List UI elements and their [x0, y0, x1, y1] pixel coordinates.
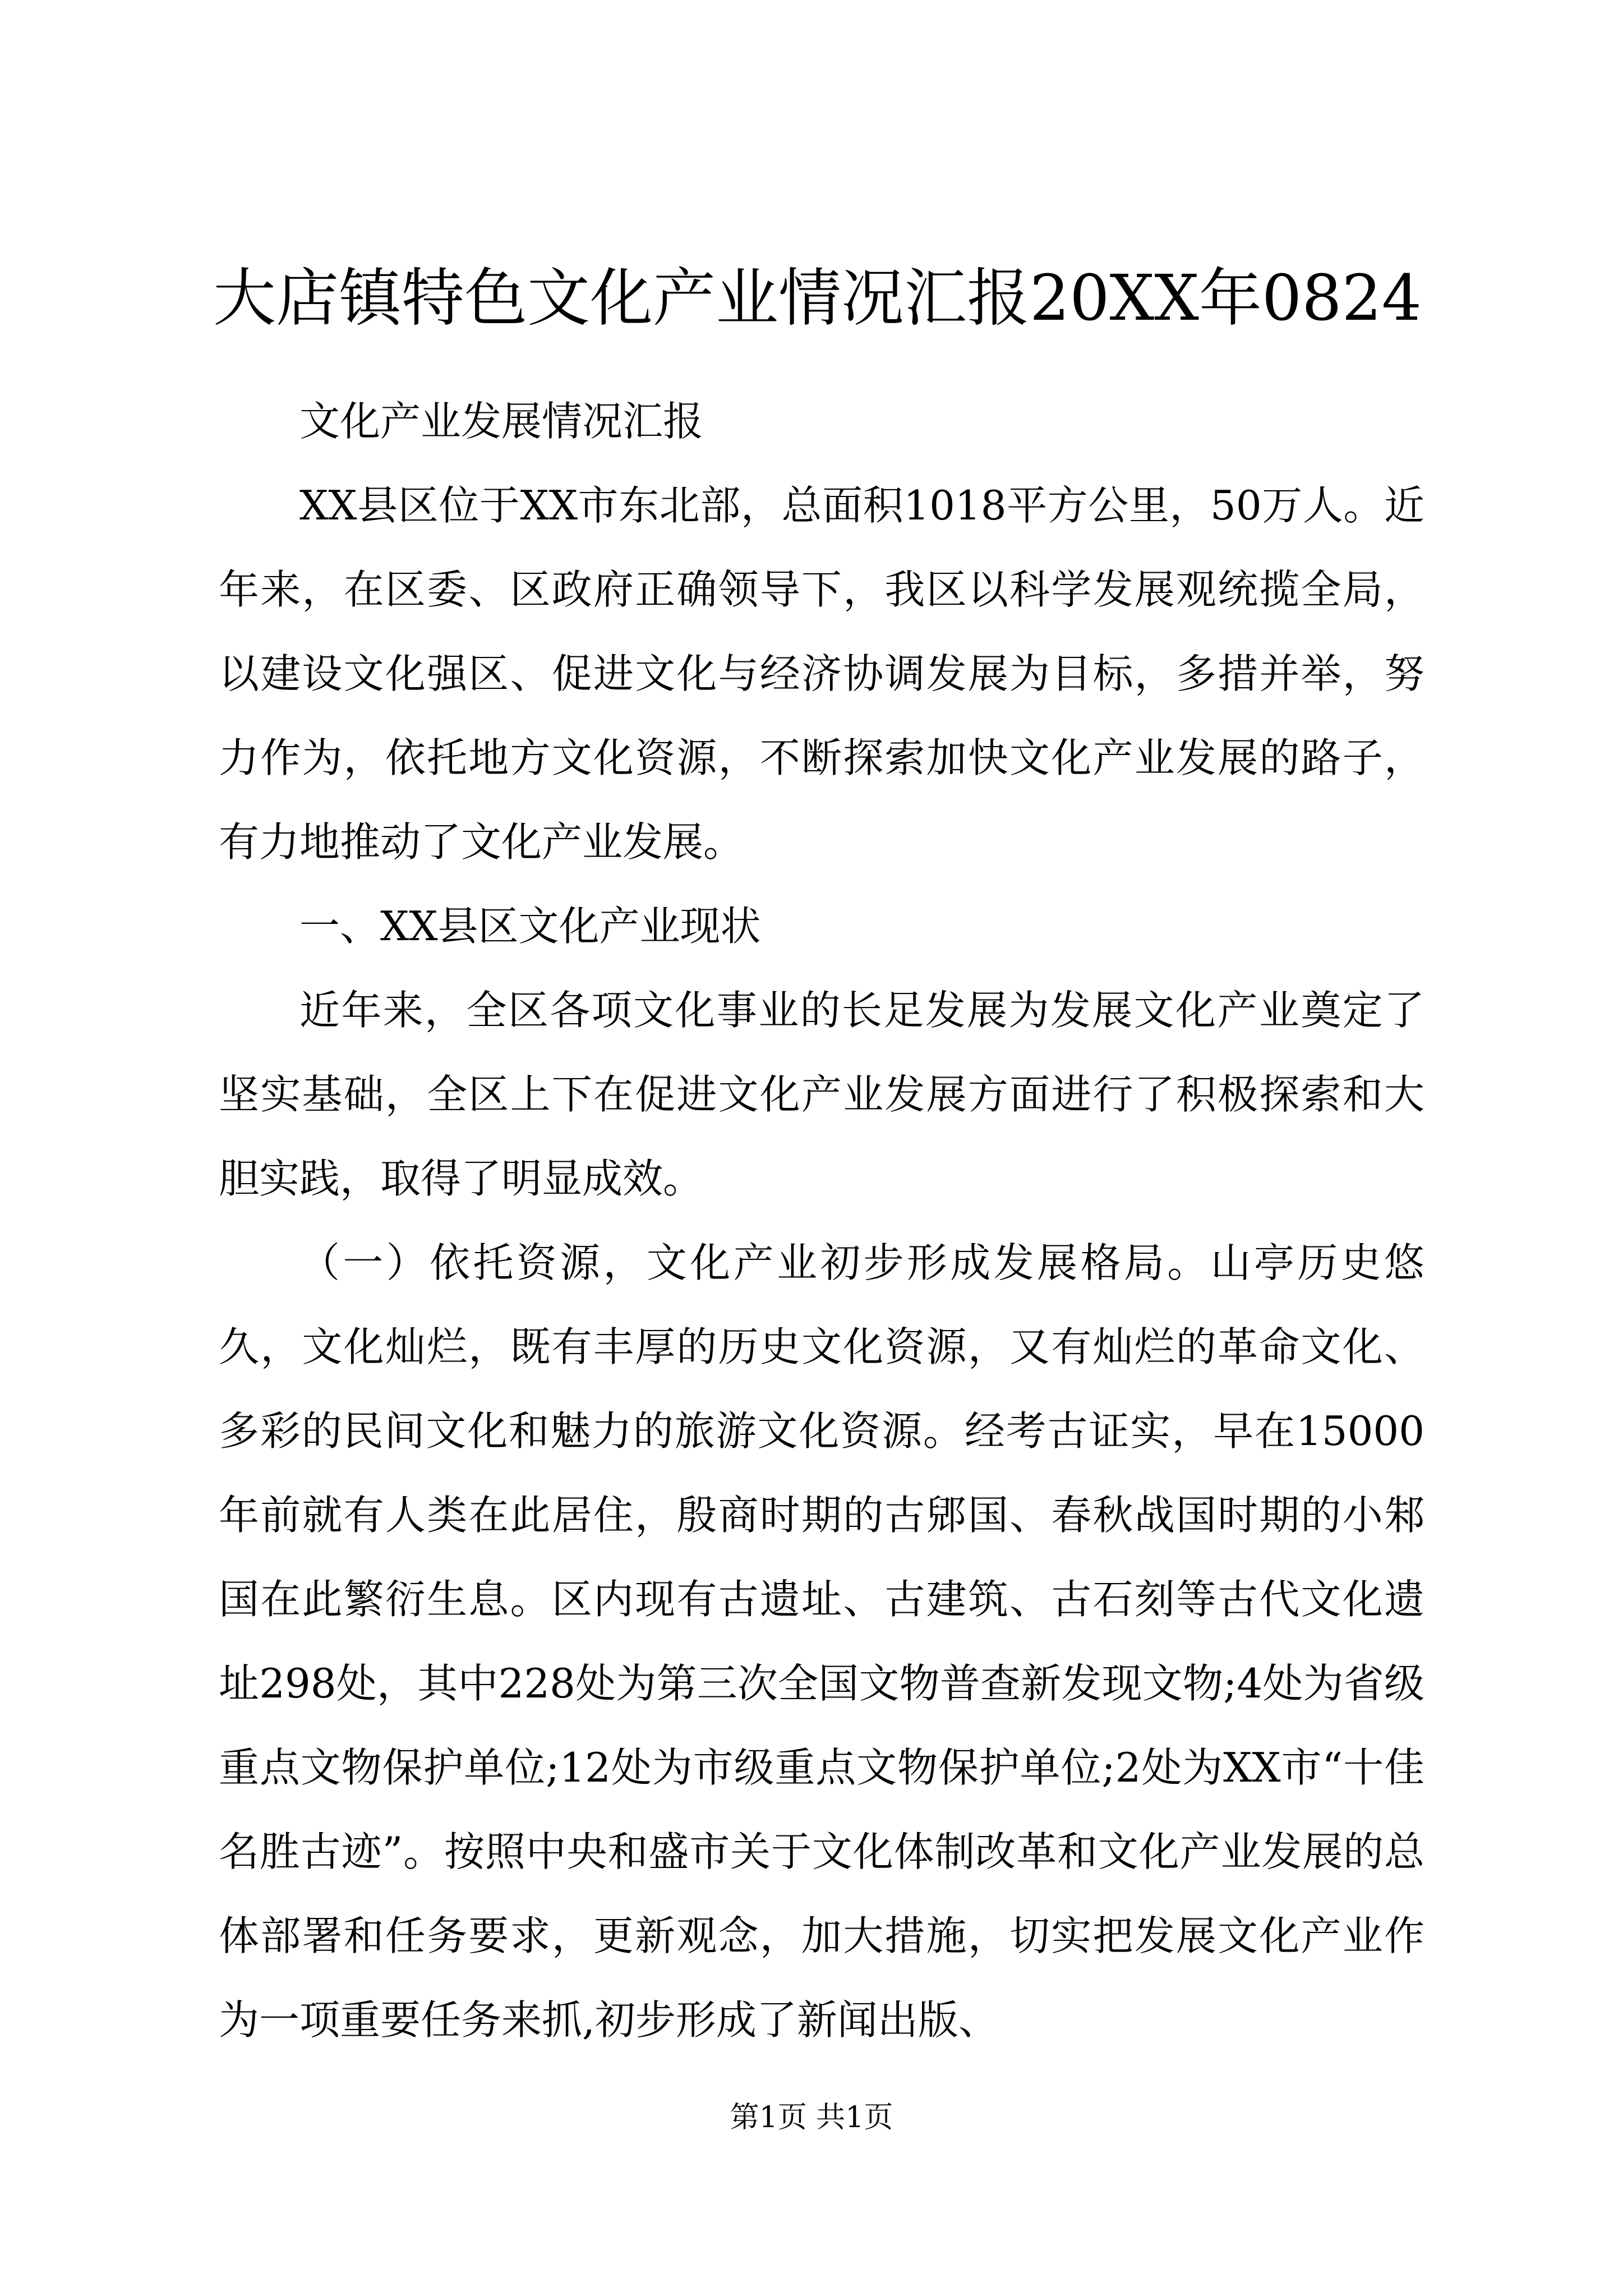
paragraph-intro: XX县区位于XX市东北部，总面积1018平方公里，50万人。近年来，在区委、区政府正确领导下，我区以科学发展观统揽全局，以建设文化强区、促进文化与经济协调发展为目标，多措并举，努力作为，依托地方文化资源，不断探索加快文化产业发展的路子，有力地推动了文化产业发展。 [219, 482, 1424, 866]
section-heading: 一、XX县区文化产业现状 [299, 903, 761, 950]
page-footer: 第1页 共1页 [730, 2101, 893, 2134]
paragraph-subtitle: 文化产业发展情况汇报 [299, 398, 704, 445]
document-title: 大店镇特色文化产业情况汇报20XX年0824 [213, 262, 1422, 335]
paragraph-status: 近年来，全区各项文化事业的长足发展为发展文化产业奠定了坚实基础，全区上下在促进文化产业发展方面进行了积极探索和大胆实践，取得了明显成效。 [219, 987, 1424, 1202]
paragraph-resources: （一）依托资源，文化产业初步形成发展格局。山亭历史悠久，文化灿烂，既有丰厚的历史文化资源，又有灿烂的革命文化、多彩的民间文化和魅力的旅游文化资源。经考古证实，早在15000年前就有人类在此居住，殷商时期的古郳国、春秋战国时期的小邾国在此繁衍生息。区内现有古遗址、古建筑、古石刻等古代文化遗址298处，其中228处为第三次全国文物普查新发现文物;4处为省级重点文物保护单位;12处为市级重点文物保护单位;2处为XX市“十佳名胜古迹”。按照中央和盛市关于文化体制改革和文化产业发展的总体部署和任务要求，更新观念，加大措施，切实把发展文化产业作为一项重要任务来抓,初步形成了新闻出版、 [219, 1239, 1424, 2044]
document-body [219, 379, 1424, 2062]
